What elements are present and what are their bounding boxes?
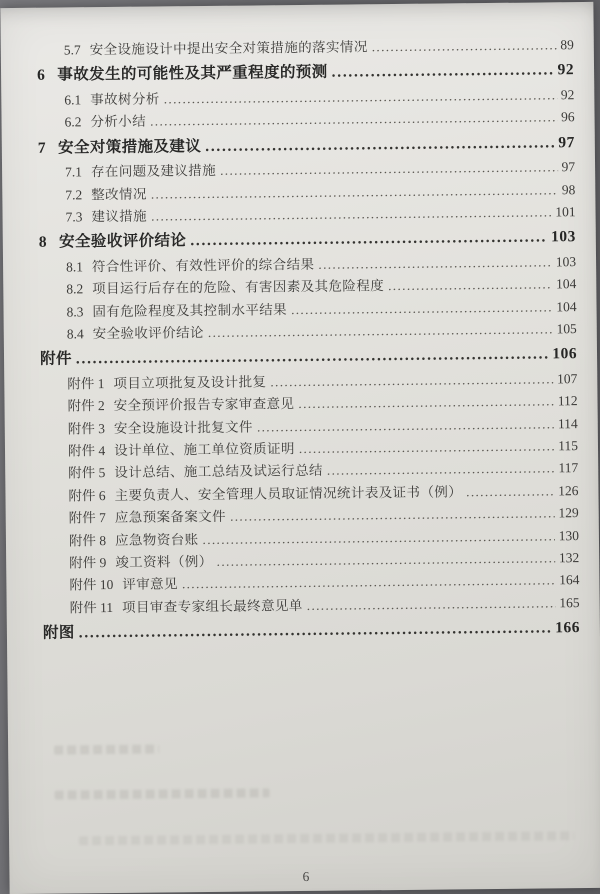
paper <box>0 2 600 894</box>
toc-entry-title: 主要负责人、安全管理人员取证情况统计表及证书（例） <box>114 484 463 503</box>
toc-entry-title: 附图 <box>42 624 75 642</box>
dot-leader <box>318 251 552 276</box>
toc-entry-title: 整改情况 <box>91 186 147 202</box>
toc-entry-title: 事故树分析 <box>90 91 160 108</box>
toc-entry-title: 评审意见 <box>122 576 178 593</box>
toc-entry-number: 附件 8 <box>68 532 107 549</box>
bleed-through-line <box>55 788 270 799</box>
toc-page-number: 92 <box>557 61 575 79</box>
toc-entry-number: 8.1 <box>66 259 84 275</box>
dot-leader <box>205 129 554 160</box>
toc-entry-number: 附件 2 <box>67 398 105 414</box>
toc-page-number: 101 <box>555 204 576 220</box>
toc-entry-title: 安全预评价报告专家审查意见 <box>113 396 295 414</box>
toc-entry-number: 6.1 <box>64 92 82 108</box>
toc-page-number: 132 <box>558 550 580 566</box>
toc-entry-number: 8.2 <box>66 281 84 297</box>
toc-entry-number: 附件 5 <box>68 465 106 481</box>
toc-entry-number: 6 <box>36 67 46 85</box>
toc-entry-number: 7 <box>37 139 47 157</box>
toc-page-number: 164 <box>559 572 580 588</box>
toc-entry-number: 附件 3 <box>67 420 105 437</box>
toc-page-number: 129 <box>558 505 579 521</box>
toc-entry-title: 固有危险程度及其控制水平结果 <box>92 301 288 319</box>
toc-entry-title: 安全对策措施及建议 <box>58 137 202 157</box>
toc-page-number: 106 <box>552 345 578 363</box>
toc-entry-title: 安全验收评价结论 <box>92 325 204 342</box>
toc-entry-title: 竣工资料（例） <box>115 553 213 570</box>
dot-leader <box>298 391 554 416</box>
toc-page-number: 114 <box>557 415 578 431</box>
toc-entry-title: 符合性评价、有效性评价的综合结果 <box>91 256 315 275</box>
toc-entry-number: 附件 10 <box>69 577 114 593</box>
toc-entry-number: 附件 11 <box>69 599 114 616</box>
toc-entry-number: 8.3 <box>66 303 84 320</box>
dot-leader <box>372 34 557 58</box>
toc-page-number: 105 <box>556 321 577 337</box>
toc-entry-title: 项目立项批复及设计批复 <box>113 374 267 391</box>
toc-entry-number: 6.2 <box>64 114 82 130</box>
toc-page-number: 107 <box>556 371 578 387</box>
dot-leader <box>299 435 555 460</box>
toc-entry-title: 安全验收评价结论 <box>58 232 187 251</box>
toc-entry-title: 设计单位、施工单位资质证明 <box>114 441 295 459</box>
toc-entry-number: 7.3 <box>65 209 83 225</box>
bleed-through-line <box>79 831 574 845</box>
toc-page-number: 92 <box>560 87 575 103</box>
toc-entry-title: 项目运行后存在的危险、有害因素及其危险程度 <box>92 278 385 297</box>
toc-entry-title: 安全设施设计中提出安全对策措施的落实情况 <box>89 39 368 58</box>
toc-entry-number: 8.4 <box>66 326 84 342</box>
toc-page-number: 97 <box>561 159 576 175</box>
toc-page-number: 103 <box>555 253 577 270</box>
dot-leader <box>270 368 553 393</box>
toc-page-number: 96 <box>560 109 575 125</box>
toc-entry-title: 存在问题及建议措施 <box>90 163 217 180</box>
toc-entry-title: 建议措施 <box>91 208 148 225</box>
toc-page-number: 89 <box>560 37 574 53</box>
toc-page-number: 165 <box>559 594 580 611</box>
toc-page-number: 104 <box>555 276 577 292</box>
toc-page-number: 104 <box>556 298 577 314</box>
toc-entry-number: 7.2 <box>65 186 83 203</box>
toc-entry-number: 7.1 <box>65 164 83 180</box>
dot-leader <box>466 480 554 503</box>
toc-entry-number: 附件 4 <box>67 443 106 459</box>
toc-entry-number: 附件 6 <box>68 487 106 504</box>
dot-leader <box>327 458 555 483</box>
toc-page-number: 112 <box>557 393 578 409</box>
toc-entry-number: 8 <box>38 233 48 252</box>
toc-entry-number: 附件 9 <box>69 555 107 571</box>
toc-entry-number: 附件 7 <box>68 510 106 526</box>
toc-entry-title: 分析小结 <box>90 113 147 130</box>
page-footer-number: 6 <box>302 868 310 885</box>
dot-leader <box>307 592 556 617</box>
toc-page-number: 98 <box>561 181 576 197</box>
dot-leader <box>79 615 552 647</box>
dot-leader <box>257 413 554 439</box>
toc-entry-title: 附件 <box>39 350 72 369</box>
toc-row <box>43 614 580 647</box>
toc-page-number: 115 <box>558 438 579 454</box>
dot-leader <box>388 274 552 298</box>
dot-leader <box>331 57 553 87</box>
toc-entry-title: 事故发生的可能性及其严重程度的预测 <box>57 64 328 84</box>
toc-page-number: 126 <box>558 482 579 499</box>
toc-page-number: 166 <box>555 619 580 637</box>
toc-page-number: 130 <box>558 527 580 543</box>
toc-page-number: 117 <box>558 460 579 476</box>
toc-entry-title: 应急物资台账 <box>115 531 199 548</box>
toc-entry-title: 安全设施设计批复文件 <box>113 419 253 436</box>
dot-leader <box>190 224 547 255</box>
dot-leader <box>291 296 552 321</box>
toc-entry-number: 附件 1 <box>67 375 105 392</box>
toc-page-number: 97 <box>558 133 575 151</box>
toc-list <box>37 34 580 647</box>
bleed-through-line <box>54 745 159 755</box>
toc-page-number: 103 <box>550 228 576 246</box>
toc-entry-title: 项目审查专家组长最终意见单 <box>121 597 303 615</box>
toc-entry-number: 5.7 <box>63 42 81 58</box>
toc-entry-title: 应急预案备案文件 <box>114 509 227 526</box>
toc-entry-title: 设计总结、施工总结及试运行总结 <box>114 463 323 481</box>
